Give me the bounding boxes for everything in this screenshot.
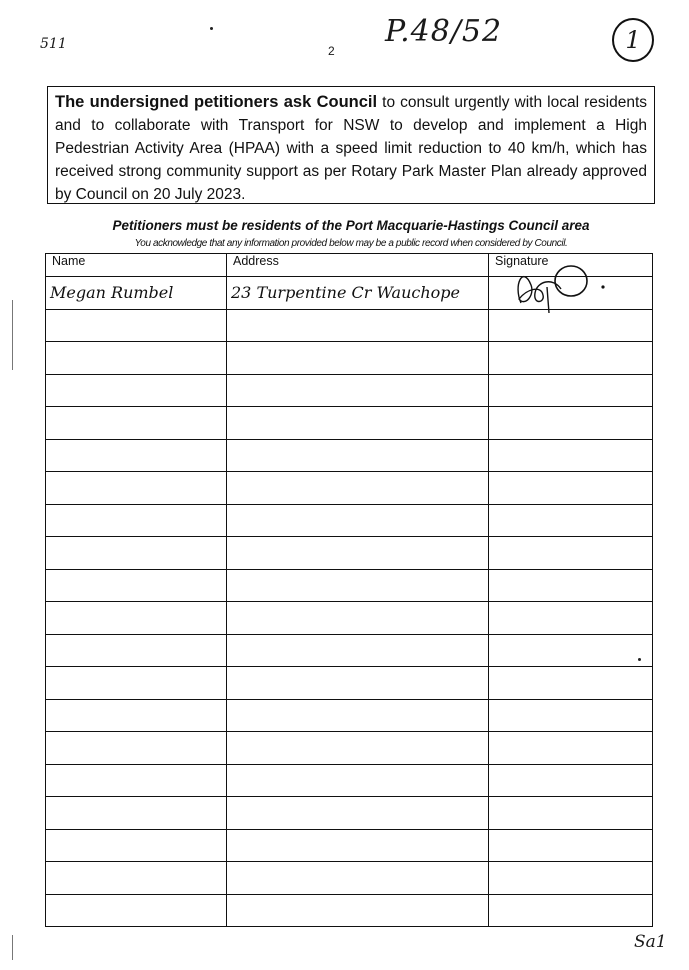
signature-cell[interactable] (489, 374, 653, 407)
address-cell[interactable] (227, 309, 489, 342)
corner-annotation: 511 (40, 36, 67, 52)
name-cell[interactable] (46, 829, 227, 862)
scan-line (12, 935, 13, 960)
signature-cell[interactable] (489, 667, 653, 700)
petitioner-address: 23 Turpentine Cr Wauchope (231, 283, 460, 303)
name-cell[interactable] (46, 894, 227, 927)
residents-notice: Petitioners must be residents of the Port Macquarie-Hastings Council area (112, 218, 590, 233)
name-cell[interactable] (46, 374, 227, 407)
name-cell[interactable] (46, 732, 227, 765)
signature-cell[interactable] (489, 569, 653, 602)
signature-cell[interactable] (489, 277, 653, 310)
signature-cell[interactable] (489, 699, 653, 732)
name-cell[interactable] (46, 569, 227, 602)
table-row (46, 667, 653, 700)
name-cell[interactable] (46, 764, 227, 797)
name-cell[interactable] (46, 472, 227, 505)
address-cell[interactable] (227, 569, 489, 602)
name-cell[interactable] (46, 439, 227, 472)
address-cell[interactable] (227, 439, 489, 472)
table-row (46, 277, 653, 310)
address-cell[interactable] (227, 342, 489, 375)
table-row (46, 732, 653, 765)
signature-cell[interactable] (489, 472, 653, 505)
name-cell[interactable] (46, 342, 227, 375)
address-cell[interactable] (227, 764, 489, 797)
scan-line (12, 300, 13, 370)
address-cell[interactable] (227, 537, 489, 570)
name-cell[interactable] (46, 309, 227, 342)
address-cell[interactable] (227, 374, 489, 407)
address-cell[interactable] (227, 602, 489, 635)
name-cell[interactable] (46, 602, 227, 635)
table-row (46, 634, 653, 667)
address-column-header: Address (227, 254, 489, 277)
table-row (46, 829, 653, 862)
signature-cell[interactable] (489, 764, 653, 797)
signature-cell[interactable] (489, 537, 653, 570)
address-cell[interactable] (227, 829, 489, 862)
signature-cell[interactable] (489, 504, 653, 537)
name-cell[interactable] (46, 537, 227, 570)
signature-cell[interactable] (489, 407, 653, 440)
table-row (46, 862, 653, 895)
name-cell[interactable] (46, 797, 227, 830)
page-number: 2 (328, 44, 335, 58)
address-cell[interactable] (227, 407, 489, 440)
bottom-annotation: Sa1 (634, 932, 667, 952)
signature-cell[interactable] (489, 862, 653, 895)
table-row (46, 374, 653, 407)
name-cell[interactable] (46, 407, 227, 440)
address-cell[interactable] (227, 277, 489, 310)
table-row (46, 894, 653, 927)
table-row (46, 797, 653, 830)
name-cell[interactable] (46, 667, 227, 700)
table-row (46, 602, 653, 635)
signature-cell[interactable] (489, 732, 653, 765)
table-row (46, 699, 653, 732)
address-cell[interactable] (227, 667, 489, 700)
name-cell[interactable] (46, 699, 227, 732)
signature-cell[interactable] (489, 309, 653, 342)
name-column-header: Name (46, 254, 227, 277)
address-cell[interactable] (227, 699, 489, 732)
name-cell[interactable] (46, 634, 227, 667)
scan-speck (210, 27, 213, 30)
table-row (46, 569, 653, 602)
signature-cell[interactable] (489, 797, 653, 830)
acknowledgement-note: You acknowledge that any information provided below may be a public record when considered by Council. (134, 238, 568, 249)
table-row (46, 439, 653, 472)
address-cell[interactable] (227, 732, 489, 765)
signature-cell[interactable] (489, 342, 653, 375)
address-cell[interactable] (227, 797, 489, 830)
address-cell[interactable] (227, 634, 489, 667)
table-row (46, 537, 653, 570)
signature-table (45, 253, 653, 927)
table-body (46, 277, 653, 927)
table-row (46, 764, 653, 797)
table-row (46, 504, 653, 537)
address-cell[interactable] (227, 472, 489, 505)
signature-scrawl (503, 255, 623, 315)
table-row (46, 472, 653, 505)
name-cell[interactable] (46, 862, 227, 895)
table-row (46, 407, 653, 440)
petition-lead: The undersigned petitioners ask Council (55, 93, 378, 111)
page-reference-annotation: P.48/52 (385, 14, 503, 49)
signature-column-header: Signature (489, 254, 653, 277)
signature-cell[interactable] (489, 829, 653, 862)
circled-number-annotation: 1 (612, 18, 654, 62)
petition-statement (47, 86, 655, 204)
signature-cell[interactable] (489, 894, 653, 927)
petitioner-name: Megan Rumbel (50, 283, 174, 303)
name-cell[interactable] (46, 504, 227, 537)
address-cell[interactable] (227, 894, 489, 927)
signature-cell[interactable] (489, 602, 653, 635)
address-cell[interactable] (227, 504, 489, 537)
name-cell[interactable] (46, 277, 227, 310)
table-row (46, 309, 653, 342)
table-row (46, 342, 653, 375)
signature-cell[interactable] (489, 439, 653, 472)
signature-cell[interactable] (489, 634, 653, 667)
address-cell[interactable] (227, 862, 489, 895)
petition-body: to consult urgently with local residents and to collaborate with Transport for NSW to develop and implement a High Pedestrian Activity Area (HPAA) with a speed limit reduction to 40 km/h, which has received strong community support as per Rotary Park Master Plan already approved by Council on 20 July 2023. (55, 94, 647, 203)
